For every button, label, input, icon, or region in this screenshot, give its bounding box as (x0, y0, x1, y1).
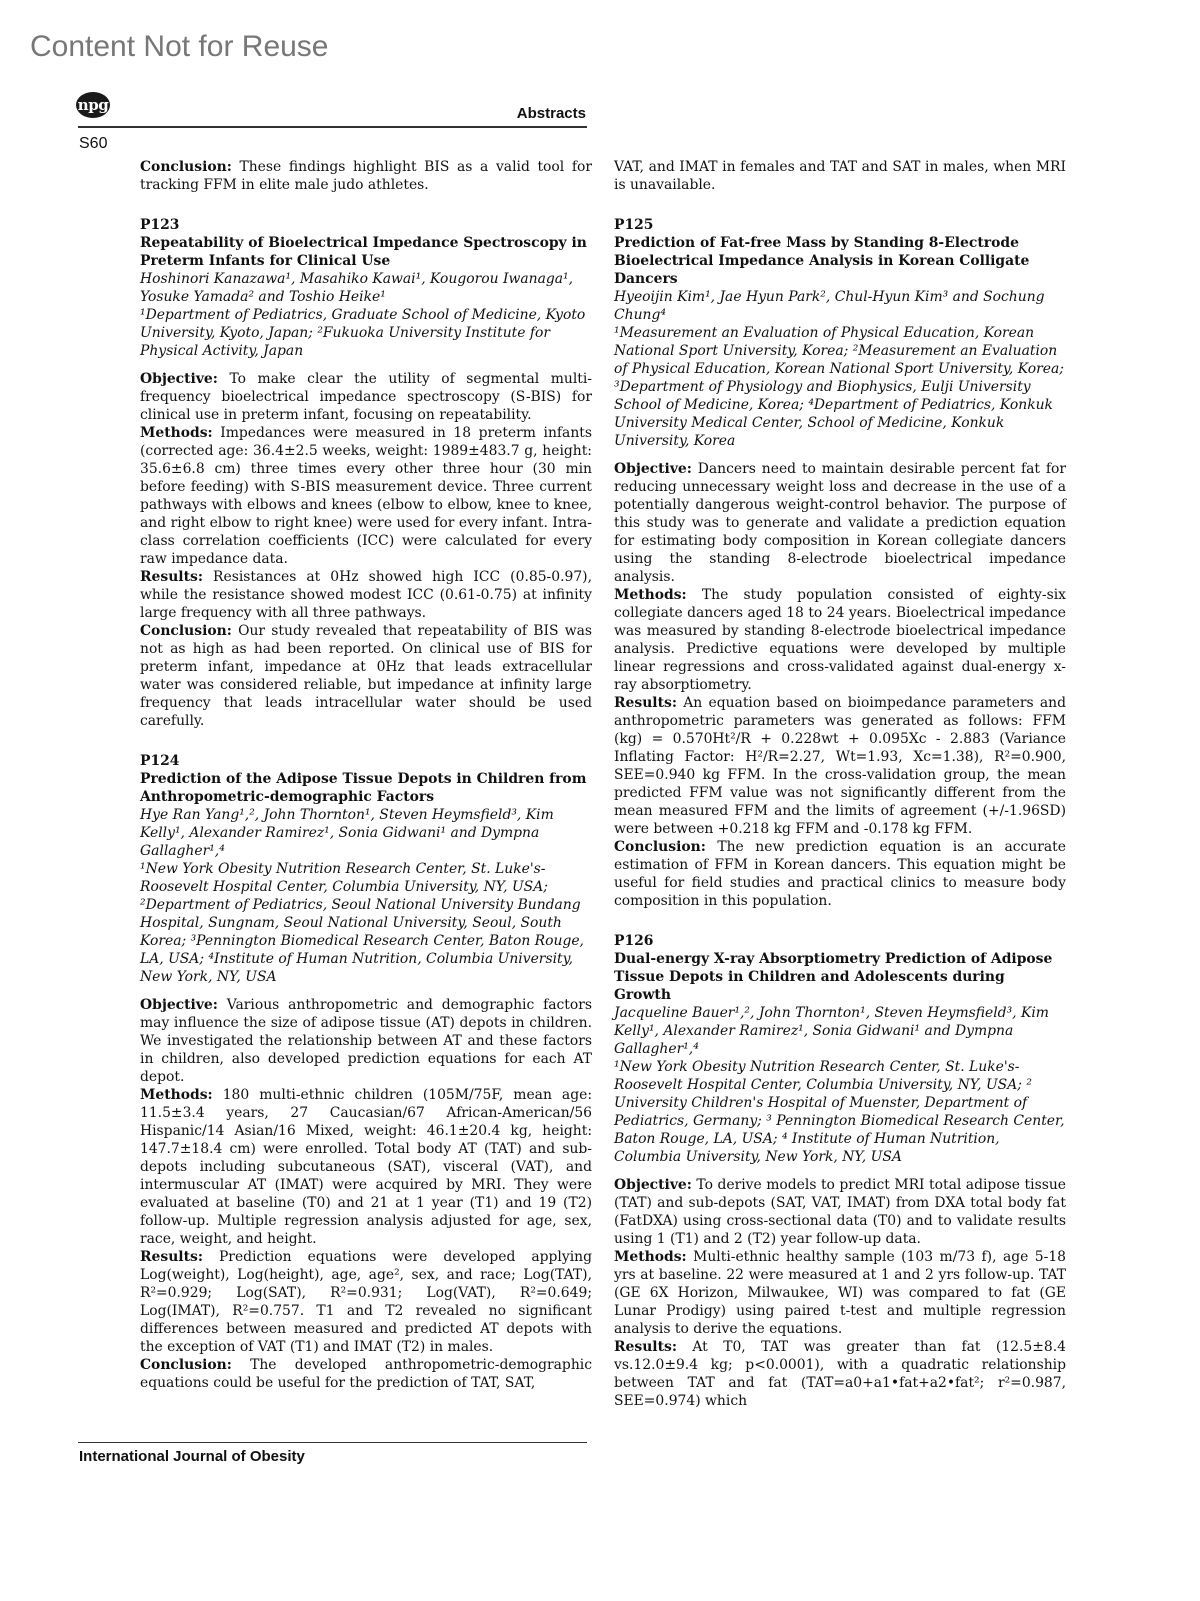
abstract-p123 (140, 216, 592, 730)
right-column (614, 158, 1066, 1410)
abstract-affiliations: ¹Department of Pediatrics, Graduate School of Medicine, Kyoto University, Kyoto, Japan; ²Fukuoka University Institute for Physical Activity, Japan (140, 307, 586, 359)
conclusion-text: The developed anthropometric-demographic equations could be useful for the prediction of TAT, SAT, (140, 1357, 592, 1391)
objective-text: Various anthropometric and demographic factors may influence the size of adipose tissue (AT) depots in children. We investigated the relationship between AT and these factors in children, also developed prediction equations for each AT depot. (140, 997, 593, 1085)
abstract-id: P124 (140, 753, 180, 769)
intro-conclusion-text: These findings highlight BIS as a valid tool for tracking FFM in elite male judo athletes. (140, 159, 592, 193)
results-label: Results: (614, 1339, 677, 1355)
objective-label: Objective: (140, 371, 218, 387)
conclusion-text: The new prediction equation is an accurate estimation of FFM in Korean dancers. This equation might be useful for field studies and practical clinics to measure body composition in this population. (614, 839, 1066, 909)
page-number: S60 (79, 135, 108, 152)
abstract-results (140, 568, 592, 622)
objective-label: Objective: (614, 1177, 692, 1193)
abstract-p124 (140, 752, 592, 1392)
abstract-affiliations: ¹New York Obesity Nutrition Research Center, St. Luke's-Roosevelt Hospital Center, Columbia University, NY, USA; ²Department of Pediatrics, Seoul National University Bundang Hospital, Sungnam, Seoul National University, Seoul, South Korea; ³Pennington Biomedical Research Center, Baton Rouge, LA, USA; ⁴Institute of Human Nutrition, Columbia University, New York, NY, USA (140, 861, 584, 985)
left-column (140, 158, 592, 1392)
abstract-title: Prediction of the Adipose Tissue Depots in Children from Anthropometric-demographic Factors (140, 771, 587, 805)
abstract-p126 (614, 932, 1066, 1410)
abstract-affiliations: ¹Measurement an Evaluation of Physical Education, Korean National Sport University, Korea; ²Measurement an Evaluation of Physical Education, Korean National Sport University, Korea; ³Department of Physiology and Biophysics, Eulji University School of Medicine, Korea; ⁴Department of Pediatrics, Konkuk University Medical Center, School of Medicine, Konkuk University, Korea (614, 325, 1064, 449)
abstract-authors: Hye Ran Yang¹,², John Thornton¹, Steven Heymsfield³, Kim Kelly¹, Alexander Ramirez¹, Sonia Gidwani¹ and Dympna Gallagher¹,⁴ (140, 807, 554, 859)
methods-text: Impedances were measured in 18 preterm infants (corrected age: 36.4±2.5 weeks, weight: 1989±483.7 g, height: 35.6±6.8 cm) three times every other three hour (30 min before feeding) with S-BIS measurement device. Three current pathways with elbows and knees (elbow to elbow, knee to knee, and right elbow to right knee) were used for every infant. Intra-class correlation coefficients (ICC) were calculated for every raw impedance data. (140, 425, 593, 567)
abstract-methods (140, 424, 592, 568)
methods-label: Methods: (614, 587, 687, 603)
results-text: An equation based on bioimpedance parameters and anthropometric parameters was generated as follows: FFM (kg) = 0.570Ht²/R + 0.228wt + 0.095Xc - 2.883 (Variance Inflating Factor: H²/R=2.27, Wt=1.93, Xc=1.38), R²=0.900, SEE=0.940 kg FFM. In the cross-validation group, the mean predicted FFM value was not significantly different from the mean measured FFM and the limits of agreement (+/-1.96SD) were between +0.218 kg FFM and -0.178 kg FFM. (614, 695, 1066, 837)
abstract-methods (614, 1248, 1066, 1338)
abstract-authors: Hyeoijin Kim¹, Jae Hyun Park², Chul-Hyun Kim³ and Sochung Chung⁴ (614, 289, 1045, 323)
objective-text: Dancers need to maintain desirable percent fat for reducing unnecessary weight loss and decrease in the use of a potentially dangerous weight-control behavior. The purpose of this study was to generate and validate a prediction equation for estimating body composition in Korean collegiate dancers using the standing 8-electrode bioelectrical impedance analysis. (614, 461, 1066, 585)
abstract-objective (140, 996, 592, 1086)
npg-logo: npg (76, 92, 110, 118)
methods-text: Multi-ethnic healthy sample (103 m/73 f), age 5-18 yrs at baseline. 22 were measured at 1 and 2 yrs follow-up. TAT (GE 6X Horizon, Milwaukee, WI) was compared to fat (GE Lunar Prodigy) using paired t-test and multiple regression analysis to derive the equations. (614, 1249, 1067, 1337)
objective-text: To derive models to predict MRI total adipose tissue (TAT) and sub-depots (SAT, VAT, IMAT) from DXA total body fat (FatDXA) using cross-sectional data (T0) and to validate results using 1 (T1) and 2 (T2) year follow-up data. (614, 1177, 1066, 1247)
methods-label: Methods: (140, 425, 213, 441)
abstract-methods (614, 586, 1066, 694)
abstract-authors: Jacqueline Bauer¹,², John Thornton¹, Steven Heymsfield³, Kim Kelly¹, Alexander Ramirez¹, Sonia Gidwani¹ and Dympna Gallagher¹,⁴ (614, 1005, 1049, 1057)
intro-conclusion (140, 158, 592, 194)
methods-label: Methods: (140, 1087, 213, 1103)
abstract-authors: Hoshinori Kanazawa¹, Masahiko Kawai¹, Kougorou Iwanaga¹, Yosuke Yamada² and Toshio Heike¹ (140, 271, 574, 305)
abstract-title: Dual-energy X-ray Absorptiometry Prediction of Adipose Tissue Depots in Children and Adolescents during Growth (614, 951, 1053, 1003)
abstract-id: P126 (614, 933, 654, 949)
watermark: Content Not for Reuse (30, 30, 329, 63)
abstract-conclusion (140, 1356, 592, 1392)
conclusion-label: Conclusion: (140, 623, 232, 639)
conclusion-label: Conclusion: (140, 159, 232, 175)
abstract-title: Repeatability of Bioelectrical Impedance Spectroscopy in Preterm Infants for Clinical Use (140, 235, 587, 269)
footer-rule (78, 1442, 587, 1443)
abstract-objective (614, 1176, 1066, 1248)
abstract-results (614, 694, 1066, 838)
abstract-objective (140, 370, 592, 424)
abstract-results (140, 1248, 592, 1356)
abstract-results (614, 1338, 1066, 1410)
abstract-title: Prediction of Fat-free Mass by Standing 8-Electrode Bioelectrical Impedance Analysis in Korean Colligate Dancers (614, 235, 1030, 287)
results-text: Resistances at 0Hz showed high ICC (0.85-0.97), while the resistance showed modest ICC (0.61-0.75) at infinity large frequency with all three pathways. (140, 569, 592, 621)
objective-text: To make clear the utility of segmental multi-frequency bioelectrical impedance spectroscopy (S-BIS) for clinical use in preterm infant, focusing on repeatability. (140, 371, 592, 423)
objective-label: Objective: (140, 997, 218, 1013)
conclusion-label: Conclusion: (140, 1357, 232, 1373)
methods-label: Methods: (614, 1249, 687, 1265)
objective-label: Objective: (614, 461, 692, 477)
abstract-p125 (614, 216, 1066, 910)
abstract-conclusion (614, 838, 1066, 910)
results-text: Prediction equations were developed applying Log(weight), Log(height), age, age², sex, and race; Log(TAT), R²=0.929; Log(SAT), R²=0.931; Log(VAT), R²=0.649; Log(IMAT), R²=0.757. T1 and T2 revealed no significant differences between measured and predicted AT depots with the exception of VAT (T1) and IMAT (T2) in males. (140, 1249, 592, 1355)
abstract-id: P123 (140, 217, 180, 233)
results-text: At T0, TAT was greater than fat (12.5±8.4 vs.12.0±9.4 kg; p<0.0001), with a quadratic relationship between TAT and fat (TAT=a0+a1•fat+a2•fat²; r²=0.987, SEE=0.974) which (614, 1339, 1066, 1409)
methods-text: 180 multi-ethnic children (105M/75F, mean age: 11.5±3.4 years, 27 Caucasian/67 African-American/56 Hispanic/14 Asian/16 Mixed, weight: 46.1±20.4 kg, height: 147.7±18.4 cm) were enrolled. Total body AT (TAT) and sub-depots including subcutaneous (SAT), visceral (VAT), and intermuscular AT (IMAT) were acquired by MRI. They were evaluated at baseline (T0) and 21 at 1 year (T1) and 19 (T2) follow-up. Multiple regression analysis adjusted for age, sex, race, weight, and height. (140, 1087, 593, 1247)
header-rule (78, 126, 587, 128)
abstract-objective (614, 460, 1066, 586)
abstract-conclusion (140, 622, 592, 730)
abstract-affiliations: ¹New York Obesity Nutrition Research Center, St. Luke's-Roosevelt Hospital Center, Columbia University, NY, USA; ² University Children's Hospital of Muenster, Department of Pediatrics, Germany; ³ Pennington Biomedical Research Center, Baton Rouge, LA, USA; ⁴ Institute of Human Nutrition, Columbia University, New York, NY, USA (614, 1059, 1065, 1165)
continuation-text: VAT, and IMAT in females and TAT and SAT in males, when MRI is unavailable. (614, 159, 1066, 193)
results-label: Results: (140, 1249, 203, 1265)
results-label: Results: (614, 695, 677, 711)
section-header: Abstracts (516, 105, 586, 122)
abstract-id: P125 (614, 217, 654, 233)
journal-name: International Journal of Obesity (79, 1448, 305, 1465)
abstract-methods (140, 1086, 592, 1248)
results-label: Results: (140, 569, 203, 585)
conclusion-label: Conclusion: (614, 839, 706, 855)
conclusion-text: Our study revealed that repeatability of BIS was not as high as had been reported. On clinical use of BIS for preterm infant, impedance at 0Hz that leads extracellular water was considered reliable, but impedance at infinity large frequency that leads intracellular water should be used carefully. (140, 623, 592, 729)
methods-text: The study population consisted of eighty-six collegiate dancers aged 18 to 24 years. Bioelectrical impedance was measured by standing 8-electrode bioelectrical impedance analysis. Predictive equations were developed by multiple linear regressions and cross-validated against dual-energy x-ray absorptiometry. (614, 587, 1066, 693)
